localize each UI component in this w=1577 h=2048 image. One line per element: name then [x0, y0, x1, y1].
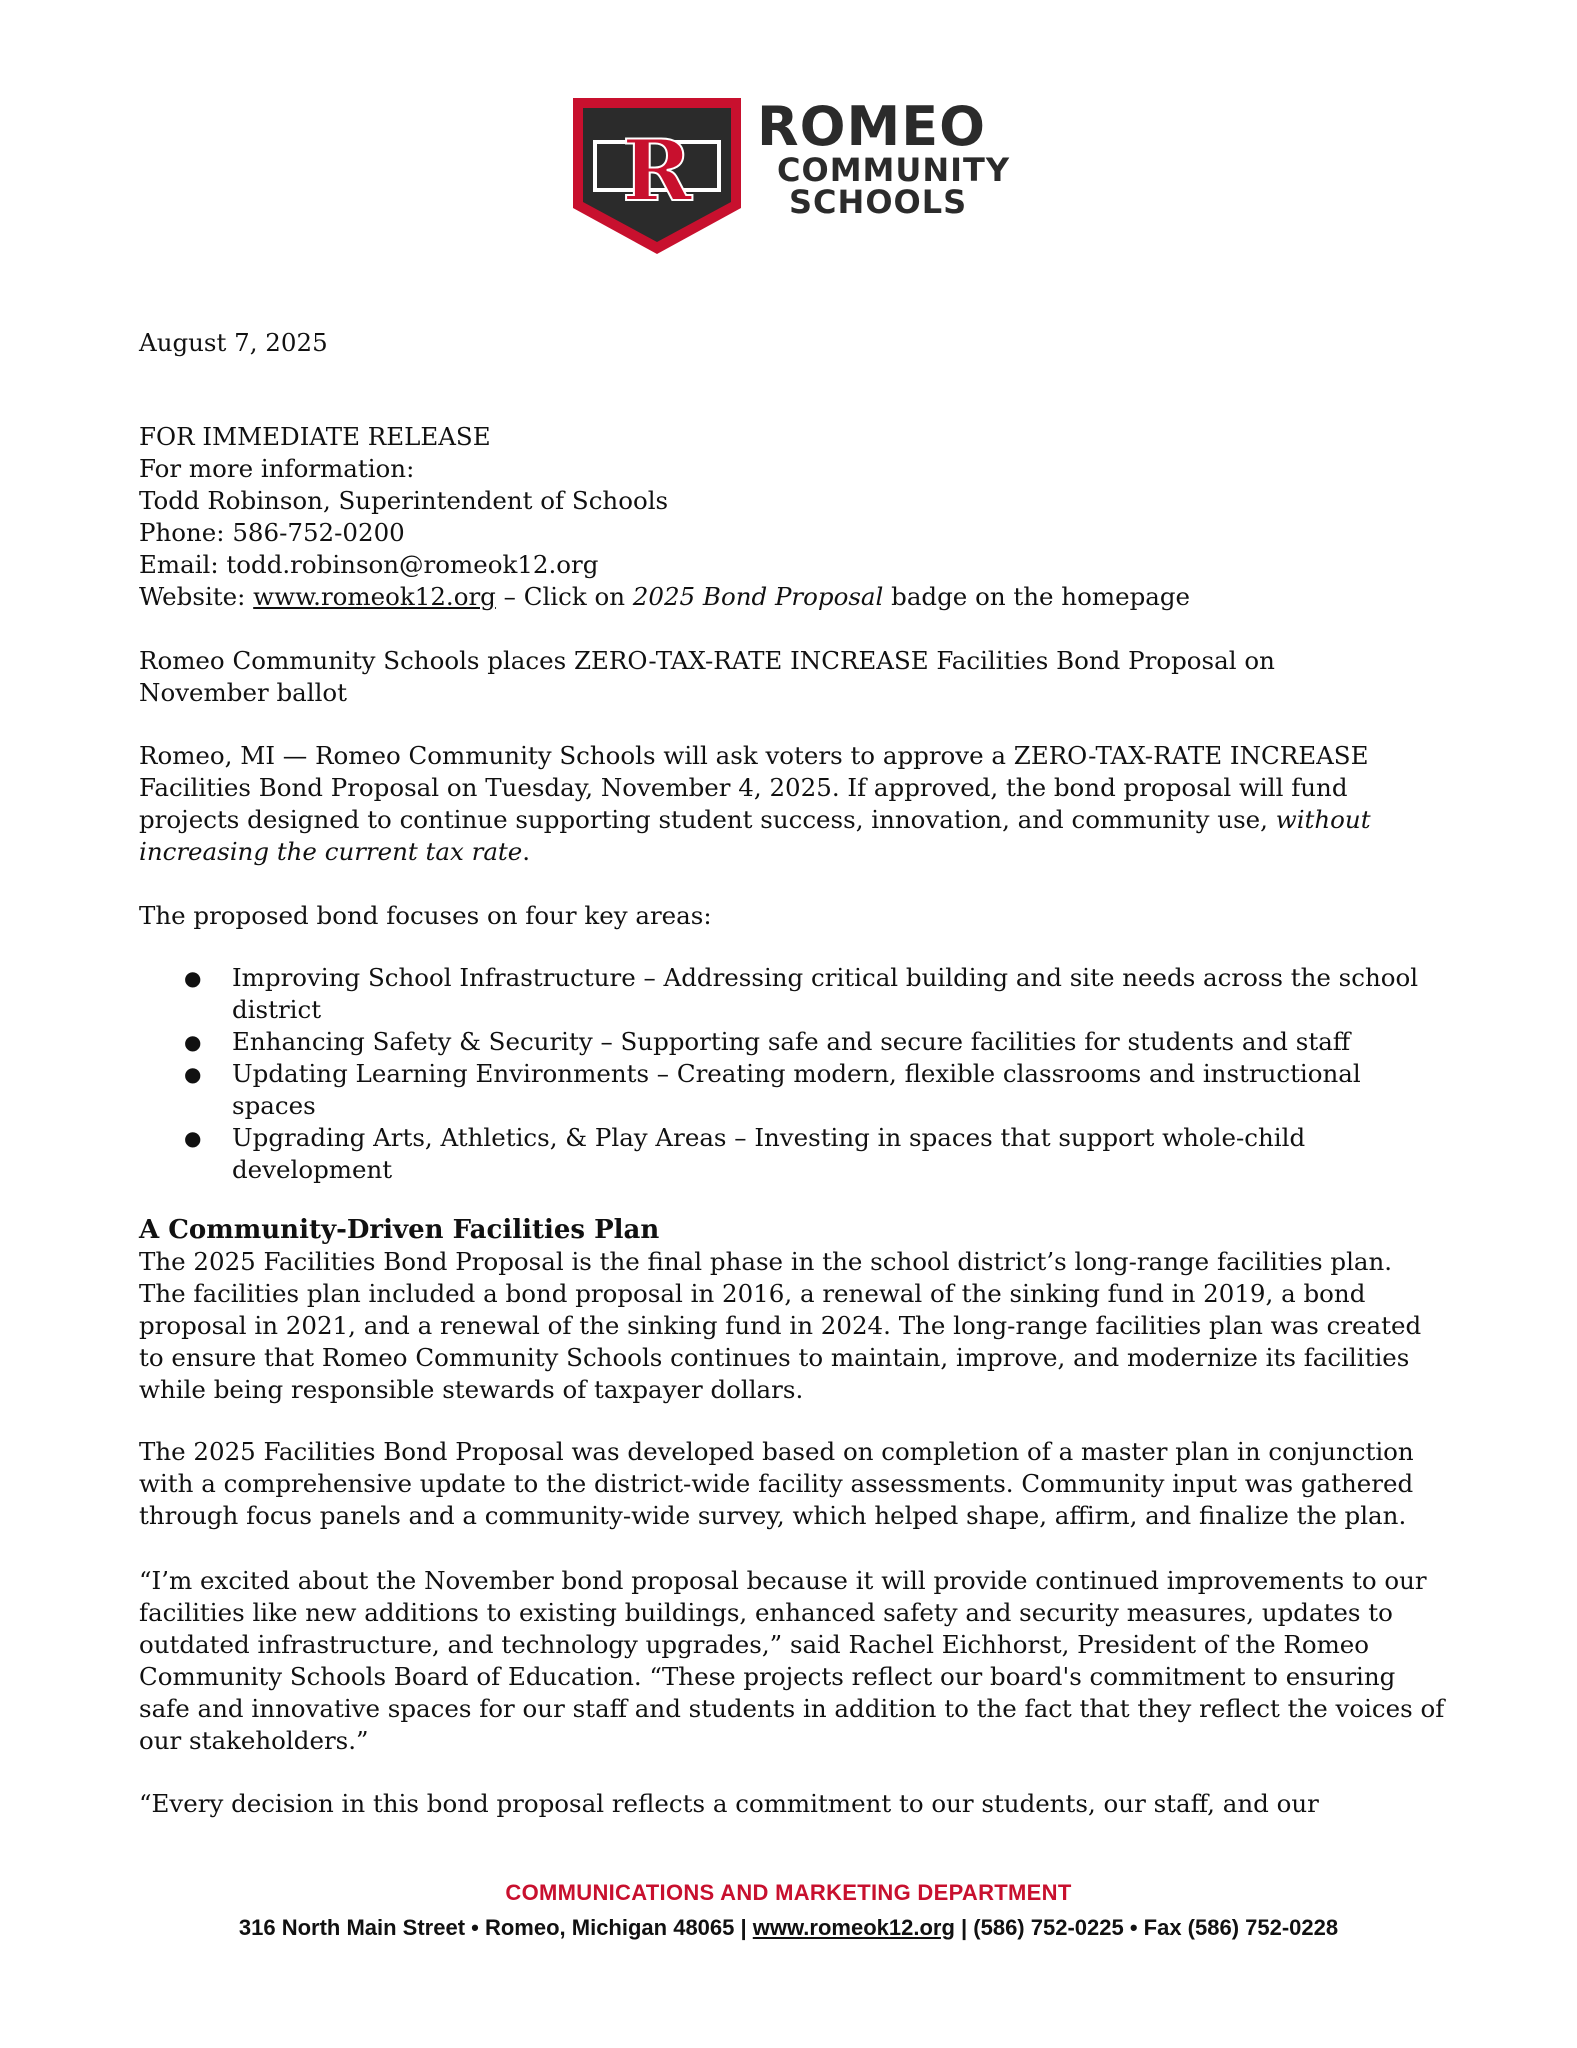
list-item: [180, 1122, 1430, 1186]
website-prefix: Website:: [139, 582, 254, 611]
paragraph: [139, 1436, 1439, 1532]
intro-text: projects designed to continue supporting student success, innovation, and community use,: [139, 805, 1276, 834]
list-item-text: district: [232, 995, 322, 1024]
more-info-label: For more information:: [139, 454, 415, 483]
intro-italic: without: [1275, 805, 1371, 834]
intro-paragraph: [139, 740, 1439, 868]
intro-line: Facilities Bond Proposal on Tuesday, November 4, 2025. If approved, the bond proposal will fund: [139, 773, 1348, 802]
paragraph-line: with a comprehensive update to the district-wide facility assessments. Community input was gathered: [139, 1469, 1414, 1498]
contact-name: Todd Robinson, Superintendent of Schools: [139, 486, 669, 515]
list-item: [180, 1058, 1430, 1122]
paragraph-line: while being responsible stewards of taxpayer dollars.: [139, 1375, 804, 1404]
footer-department: COMMUNICATIONS AND MARKETING DEPARTMENT: [505, 1880, 1072, 1905]
bullet-icon: ●: [184, 1062, 202, 1086]
romeo-schools-logo: [571, 95, 1011, 256]
logo-romeo-text: ROMEO: [757, 95, 987, 158]
contact-email: Email: todd.robinson@romeok12.org: [139, 550, 599, 579]
paragraph-line: “Every decision in this bond proposal reflects a commitment to our students, our staff, and our: [139, 1789, 1319, 1818]
list-item-text: Updating Learning Environments – Creating modern, flexible classrooms and instructional: [232, 1059, 1361, 1088]
contact-block: [139, 421, 1439, 613]
website-link[interactable]: www.romeok12.org: [253, 582, 496, 611]
quote-paragraph: [139, 1565, 1445, 1757]
paragraph-line: to ensure that Romeo Community Schools continues to maintain, improve, and modernize its facilities: [139, 1343, 1410, 1372]
focus-intro: The proposed bond focuses on four key areas:: [139, 901, 712, 930]
emblem-letter: R: [622, 121, 692, 220]
headline-line: November ballot: [139, 678, 347, 707]
contact-website: [139, 581, 1439, 613]
footer-website-link[interactable]: www.romeok12.org: [752, 1915, 955, 1940]
footer-address-text: | (586) 752-0225 • Fax (586) 752-0228: [954, 1915, 1339, 1940]
list-item: [180, 962, 1430, 1026]
paragraph-line: The facilities plan included a bond proposal in 2016, a renewal of the sinking fund in 2019, a bond: [139, 1279, 1366, 1308]
list-item-text: Upgrading Arts, Athletics, & Play Areas – Investing in spaces that support whole-child: [232, 1123, 1306, 1152]
paragraph-line: The 2025 Facilities Bond Proposal was developed based on completion of a master plan in conjunction: [139, 1437, 1414, 1466]
intro-line: [139, 804, 1439, 836]
contact-phone: Phone: 586-752-0200: [139, 518, 405, 547]
website-mid: – Click on: [495, 582, 633, 611]
website-suffix: badge on the homepage: [883, 582, 1191, 611]
intro-line: Romeo, MI — Romeo Community Schools will ask voters to approve a ZERO-TAX-RATE INCREASE: [139, 741, 1369, 770]
paragraph-line: Community Schools Board of Education. “These projects reflect our board's commitment to ensuring: [139, 1662, 1396, 1691]
paragraph-line: facilities like new additions to existing buildings, enhanced safety and security measures, updates to: [139, 1598, 1393, 1627]
list-item-text: development: [232, 1155, 393, 1184]
shield-emblem-icon: [571, 96, 743, 256]
intro-italic: increasing the current tax rate: [139, 837, 523, 866]
intro-text: .: [522, 837, 531, 866]
headline: [139, 645, 1439, 709]
paragraph-line: safe and innovative spaces for our staff and students in addition to the fact that they reflect the voices of: [139, 1694, 1445, 1723]
logo-community-text: COMMUNITY: [777, 151, 1011, 189]
paragraph-line: proposal in 2021, and a renewal of the sinking fund in 2024. The long-range facilities plan was created: [139, 1311, 1422, 1340]
paragraph-line: through focus panels and a community-wide survey, which helped shape, affirm, and finalize the plan.: [139, 1501, 1407, 1530]
paragraph-line: outdated infrastructure, and technology upgrades,” said Rachel Eichhorst, President of the Romeo: [139, 1630, 1370, 1659]
footer-address: [0, 1915, 1577, 1941]
list-item: [180, 1026, 1430, 1058]
paragraph-line: The 2025 Facilities Bond Proposal is the final phase in the school district’s long-range facilities plan.: [139, 1247, 1393, 1276]
bullet-icon: ●: [184, 1126, 202, 1150]
paragraph-line: “I’m excited about the November bond proposal because it will provide continued improvements to our: [139, 1566, 1427, 1595]
headline-line: Romeo Community Schools places ZERO-TAX-RATE INCREASE Facilities Bond Proposal on: [139, 646, 1275, 675]
logo-schools-text: SCHOOLS: [789, 183, 968, 221]
bullet-icon: ●: [184, 1030, 202, 1054]
focus-areas-list: [180, 962, 1430, 1186]
list-item-text: Enhancing Safety & Security – Supporting safe and secure facilities for students and staff: [232, 1027, 1351, 1056]
bond-proposal-badge-text: 2025 Bond Proposal: [632, 582, 884, 611]
release-date: August 7, 2025: [139, 328, 328, 357]
release-label: FOR IMMEDIATE RELEASE: [139, 422, 491, 451]
footer-address-text: 316 North Main Street • Romeo, Michigan 48065 |: [238, 1915, 753, 1940]
paragraph: [139, 1788, 1439, 1820]
facilities-plan-section: [139, 1214, 1439, 1406]
intro-line: [139, 836, 1439, 868]
paragraph-line: our stakeholders.”: [139, 1726, 369, 1755]
list-item-text: spaces: [232, 1091, 316, 1120]
list-item-text: Improving School Infrastructure – Addressing critical building and site needs across the school: [232, 963, 1419, 992]
section-heading: A Community-Driven Facilities Plan: [139, 1215, 660, 1245]
bullet-icon: ●: [184, 966, 202, 990]
